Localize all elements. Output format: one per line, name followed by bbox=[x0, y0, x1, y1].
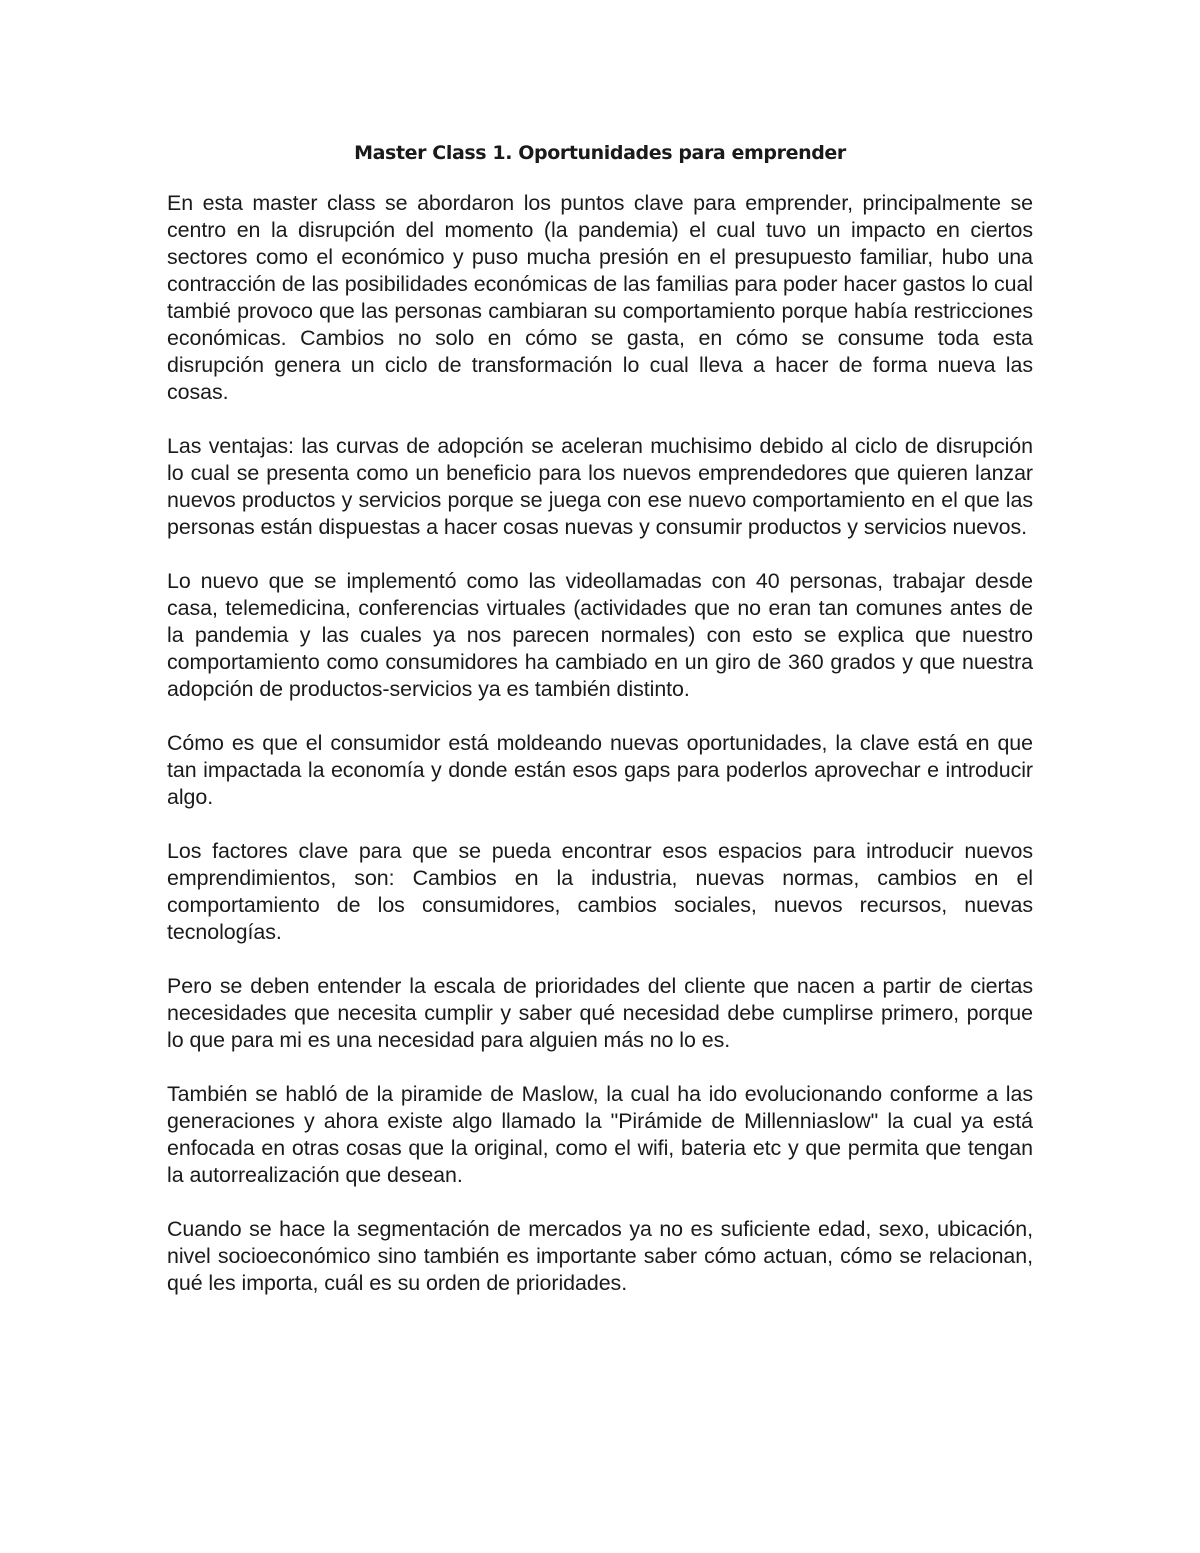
paragraph-ventajas: Las ventajas: las curvas de adopción se aceleran muchisimo debido al ciclo de disrupción lo cual se presenta como un beneficio para los nuevos emprendedores que quieren lanzar nuevos productos y servicios porque se juega con ese nuevo comportamiento en el que las personas están dispuestas a hacer cosas nuevas y consumir productos y servicios nuevos. bbox=[167, 434, 1033, 539]
document-title: Master Class 1. Oportunidades para emprender bbox=[354, 142, 846, 164]
paragraph-factores-clave: Los factores clave para que se pueda encontrar esos espacios para introducir nuevos emprendimientos, son: Cambios en la industria, nuevas normas, cambios en el comportamiento de los consumidores, cambios sociales, nuevos recursos, nuevas tecnologías. bbox=[167, 839, 1033, 944]
paragraph-maslow: También se habló de la piramide de Maslow, la cual ha ido evolucionando conforme a las generaciones y ahora existe algo llamado la "Pirámide de Millenniaslow" la cual ya está enfocada en otras cosas que la original, como el wifi, bateria etc y que permita que tengan la autorrealización que desean. bbox=[167, 1082, 1033, 1187]
paragraph-prioridades: Pero se deben entender la escala de prioridades del cliente que nacen a partir de ciertas necesidades que necesita cumplir y saber qué necesidad debe cumplirse primero, porque lo que para mi es una necesidad para alguien más no lo es. bbox=[167, 974, 1033, 1052]
paragraph-lo-nuevo: Lo nuevo que se implementó como las videollamadas con 40 personas, trabajar desde casa, telemedicina, conferencias virtuales (actividades que no eran tan comunes antes de la pandemia y las cuales ya nos parecen normales) con esto se explica que nuestro comportamiento como consumidores ha cambiado en un giro de 360 grados y que nuestra adopción de productos-servicios ya es también distinto. bbox=[167, 569, 1033, 701]
document-body bbox=[167, 142, 1033, 1324]
paragraph-consumidor: Cómo es que el consumidor está moldeando nuevas oportunidades, la clave está en que tan impactada la economía y donde están esos gaps para poderlos aprovechar e introducir algo. bbox=[167, 731, 1033, 809]
paragraph-segmentacion: Cuando se hace la segmentación de mercados ya no es suficiente edad, sexo, ubicación, nivel socioeconómico sino también es importante saber cómo actuan, cómo se relacionan, qué les importa, cuál es su orden de prioridades. bbox=[167, 1217, 1033, 1295]
paragraph-intro: En esta master class se abordaron los puntos clave para emprender, principalmente se centro en la disrupción del momento (la pandemia) el cual tuvo un impacto en ciertos sectores como el económico y puso mucha presión en el presupuesto familiar, hubo una contracción de las posibilidades económicas de las familias para poder hacer gastos lo cual tambié provoco que las personas cambiaran su comportamiento porque había restricciones económicas. Cambios no solo en cómo se gasta, en cómo se consume toda esta disrupción genera un ciclo de transformación lo cual lleva a hacer de forma nueva las cosas. bbox=[167, 191, 1033, 404]
